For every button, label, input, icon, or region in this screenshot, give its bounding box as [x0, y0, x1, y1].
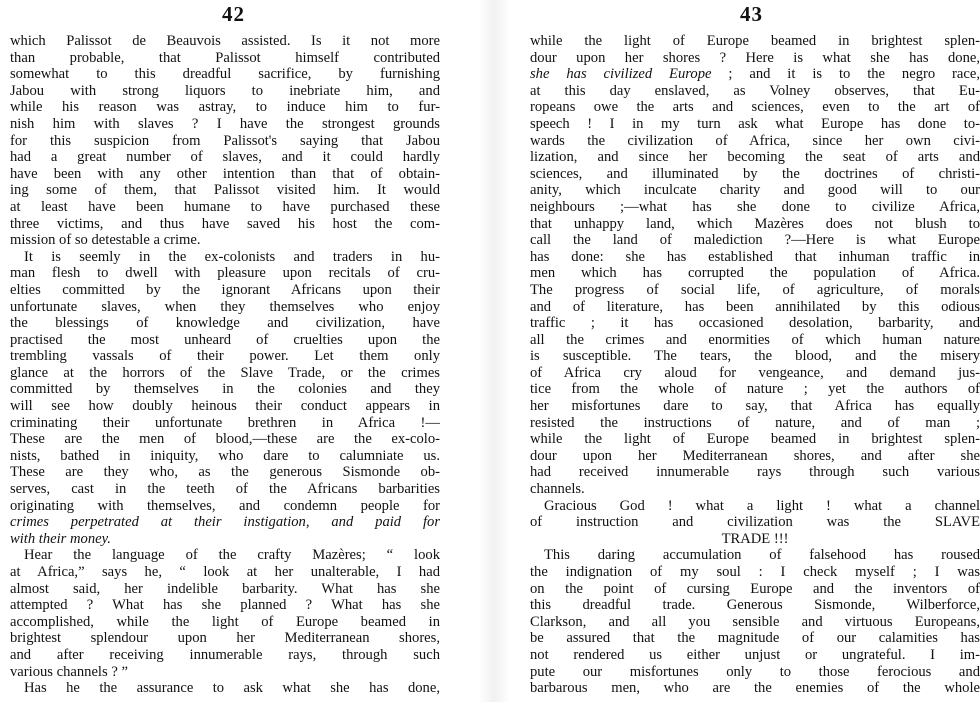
text-line: These are they who, as the generous Sismonde ob- — [10, 464, 440, 481]
text-line: while the light of Europe beamed in brightest splen- — [530, 33, 980, 49]
text-line: pute our misfortunes only to those ferocious and — [530, 663, 980, 680]
paragraph-start: Gracious God ! what a light ! what a channel — [544, 497, 980, 514]
text-line: which Palissot de Beauvois assisted. Is it not more — [10, 33, 440, 49]
text-line: TRADE !!! — [721, 530, 789, 547]
text-line: Jabou with strong liquors to inebriate him, and — [10, 82, 440, 99]
text-line: at Africa,” says he, “ look at her unalterable, I had — [10, 564, 440, 580]
paragraph-start: It is seemly in the ex-colonists and traders in hu- — [24, 248, 440, 265]
text-line: have been with any other intention than that of obtain- — [10, 165, 440, 182]
text-line: and after receiving innumerable rays, through such — [10, 646, 440, 663]
page-body — [10, 33, 440, 697]
text-line: on the point of cursing Europe and the inventors of — [530, 580, 980, 597]
page-number: 42 — [222, 2, 245, 26]
text-line: not rendered us either unjust or ungrateful. I im- — [530, 646, 980, 663]
text-line — [530, 66, 980, 83]
text-line: serves, cast in the teeth of the Africans barbarities — [10, 481, 440, 498]
book-gutter — [478, 0, 510, 702]
italic-line — [10, 514, 440, 531]
text-line: elties committed by the ignorant Africans upon their — [10, 281, 440, 298]
text-line: accomplished, while the light of Europe beamed in — [10, 613, 440, 630]
text-line: at least have been humane to have purchased these — [10, 198, 440, 215]
text-line: while the light of Europe beamed in brightest splen- — [530, 431, 980, 448]
text-line: ropeans owe the arts and sciences, even to the art of — [530, 99, 980, 116]
text-line: The progress of social life, of agriculture, of morals — [530, 281, 980, 298]
text-line: had received innumerable rays through such various — [530, 464, 980, 481]
text-line: anity, which inculcate charity and good will to our — [530, 182, 980, 199]
italic-text: with their money. — [10, 530, 111, 547]
right-page — [510, 0, 980, 702]
text-line: nish him with slaves ? I have the strongest grounds — [10, 115, 440, 132]
text-line: speech ! I in my turn ask what Europe has done to- — [530, 115, 980, 132]
text-line: be assured that the magnitude of our calamities has — [530, 630, 980, 647]
text-line: somewhat to this dreadful sacrifice, by furnishing — [10, 66, 440, 83]
text-line: trembling vassals of their power. Let them only — [10, 348, 440, 365]
text-line: is susceptible. The tears, the blood, and the misery — [530, 348, 980, 365]
text-line: of Africa cry aloud for vengeance, and demand jus- — [530, 364, 980, 381]
paragraph-start: Hear the language of the crafty Mazères; “ look — [24, 547, 440, 564]
text-line: call the land of malediction ?—Here is what Europe — [530, 232, 980, 249]
text-line: barbarous men, who are the enemies of the whole — [530, 680, 980, 697]
text-line: almost said, her indelible barbarity. What has she — [10, 580, 440, 597]
text-line: brightest splendour upon her Mediterranean shores, — [10, 630, 440, 647]
text-line: men which has corrupted the population of Africa. — [530, 265, 980, 282]
text-line: traffic ; it has occasioned desolation, barbarity, and — [530, 315, 980, 332]
text-line: the blessings of knowledge and civilization, have — [10, 315, 440, 332]
text-line: nists, bathed in iniquity, who dare to calumniate us. — [10, 447, 440, 464]
text-line: will see how doubly heinous their conduct appears in — [10, 398, 440, 415]
text-line: the indignation of my soul : I check myself ; I was — [530, 564, 980, 580]
text-line: Clarkson, and all you sensible and virtuous Europeans, — [530, 613, 980, 630]
text-line: neighbours ;—what has she done to civilize Africa, — [530, 198, 980, 215]
text-line: various channels ? ” — [10, 663, 128, 680]
text-line: sciences, and illuminated by the doctrines of christi- — [530, 165, 980, 182]
text-line: had a great number of slaves, and it could hardly — [10, 149, 440, 166]
text-line: her misfortunes dare to say, that Africa has equally — [530, 398, 980, 415]
text-line: all the crimes and enormities of which human nature — [530, 331, 980, 348]
left-page — [0, 0, 478, 702]
text-line: These are the men of blood,—these are the ex-colo- — [10, 431, 440, 448]
text-line: ing some of them, that Palissot visited him. It would — [10, 182, 440, 199]
text-line: lization, and since her becoming the seat of arts and — [530, 149, 980, 166]
text-line: criminating their unfortunate brethren in Africa !— — [10, 414, 440, 431]
text-line: originating with themselves, and condemn people for — [10, 497, 440, 514]
paragraph-start: This daring accumulation of falsehood has roused — [544, 547, 980, 564]
text-line: than probable, that Palissot himself contributed — [10, 49, 440, 66]
text-line: tice from the whole of nature ; yet the authors of — [530, 381, 980, 398]
text-line: unfortunate slaves, when they themselves who enjoy — [10, 298, 440, 315]
text-line: practised the most unheard of cruelties upon the — [10, 331, 440, 348]
text-line: while his reason was astray, to induce him to fur- — [10, 99, 440, 116]
italic-text: crimes perpetrated at their instigation, and paid for — [10, 514, 440, 531]
page-body — [530, 33, 980, 697]
page-number: 43 — [740, 2, 763, 26]
paragraph-start: Has he the assurance to ask what she has done, — [24, 680, 440, 697]
text-line: at this day enslaved, as Volney observes, that Eu- — [530, 82, 980, 99]
text-line: wards the civilization of Africa, since her own civi- — [530, 132, 980, 149]
italic-line — [10, 531, 440, 548]
text-line: of instruction and civilization was the SLAVE — [530, 514, 980, 531]
text-line: glance at the horrors of the Slave Trade, or the crimes — [10, 364, 440, 381]
text-line: dour upon her shores ? Here is what she has done, — [530, 49, 980, 66]
text-line: attempted ? What has she planned ? What has she — [10, 597, 440, 614]
text-line: channels. — [530, 481, 585, 498]
text-line: mission of so detestable a crime. — [10, 232, 201, 249]
text-line: and of literature, has been annihilated by this odious — [530, 298, 980, 315]
text-line: three victims, and thus have saved his host the com- — [10, 215, 440, 232]
text-line: dour upon her Mediterranean shores, and after she — [530, 447, 980, 464]
italic-text: she has civilized Europe — [530, 66, 712, 83]
text-line: that unhappy land, which Mazères does not blush to — [530, 215, 980, 232]
text-fragment: ; and it is to the negro race, — [711, 66, 980, 83]
text-line: man flesh to dwell with pleasure upon recitals of cru- — [10, 265, 440, 282]
text-line: this dreadful trade. Generous Sismonde, Wilberforce, — [530, 597, 980, 614]
text-line: for this suspicion from Palissot's saying that Jabou — [10, 132, 440, 149]
text-line: has done: she has established that inhuman traffic in — [530, 248, 980, 265]
text-line: committed by themselves in the colonies and they — [10, 381, 440, 398]
text-line: resisted the instructions of nature, and of man ; — [530, 414, 980, 431]
